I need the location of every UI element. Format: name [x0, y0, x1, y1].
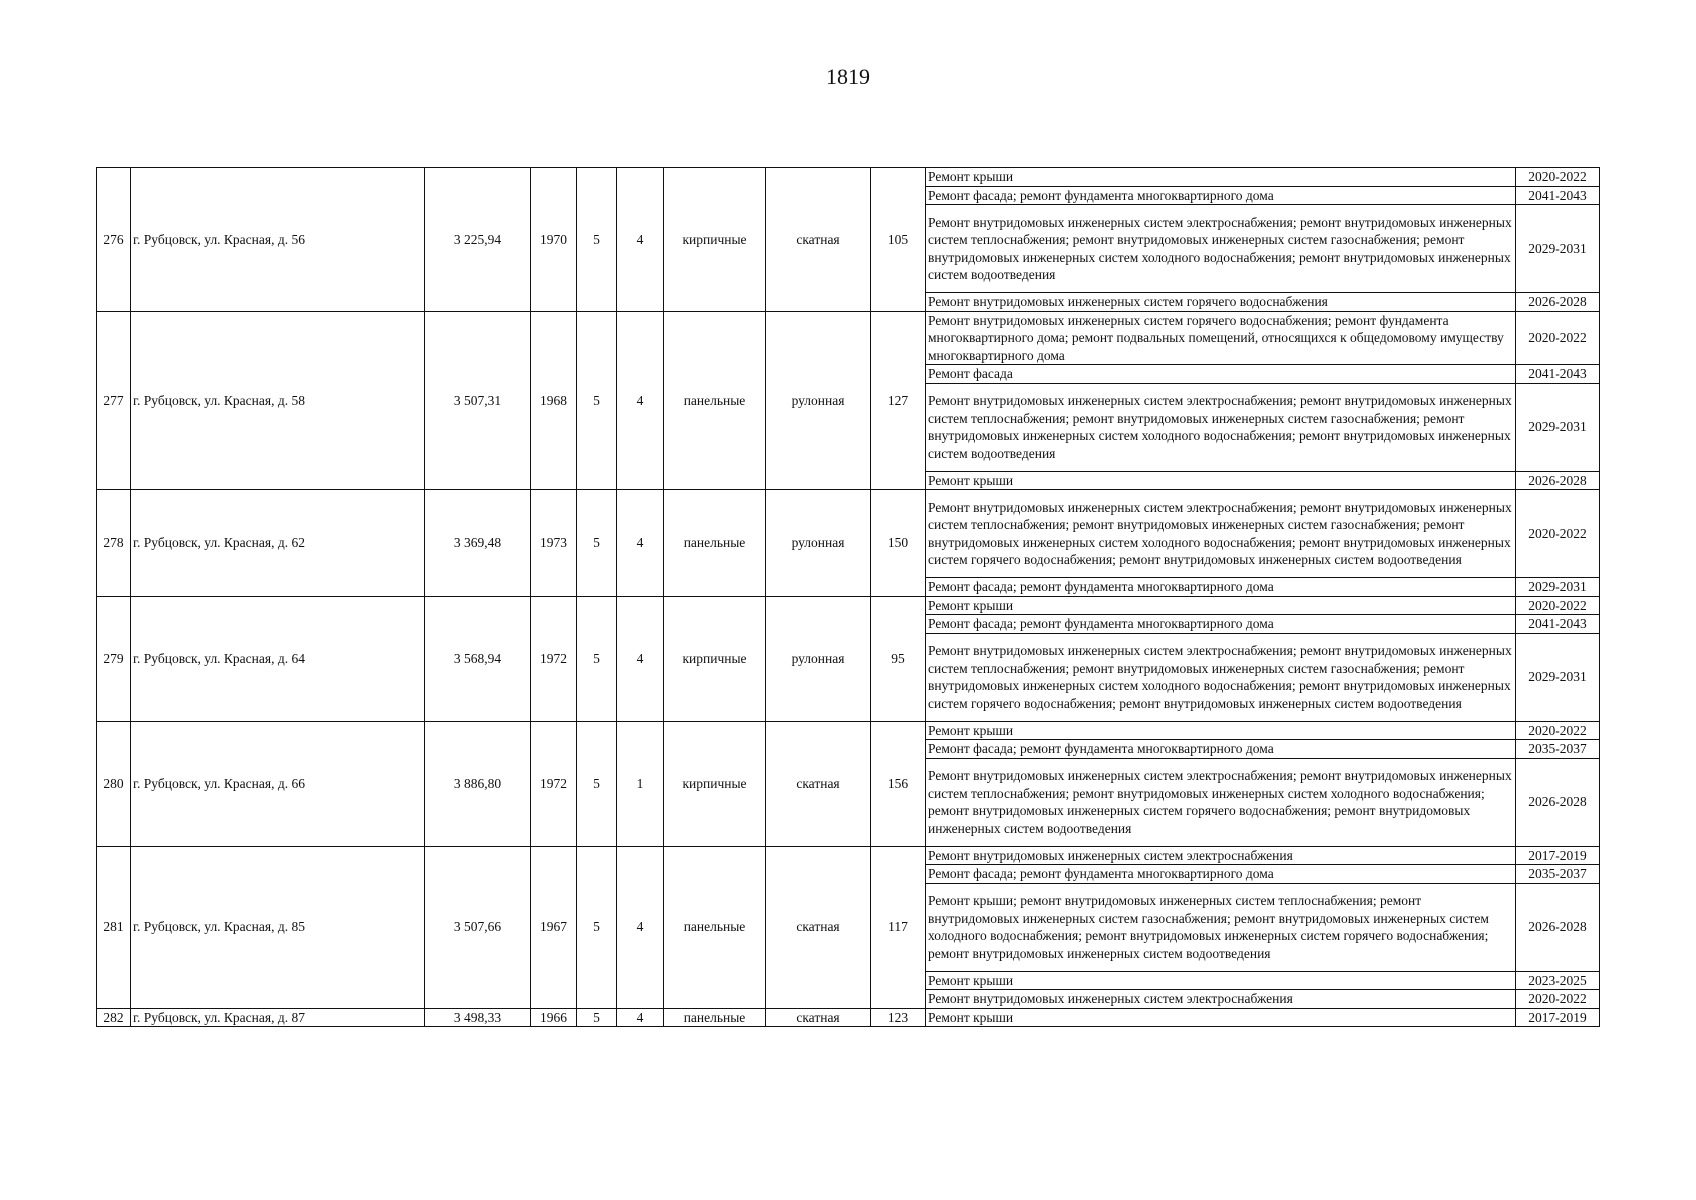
table-row [97, 596, 1600, 615]
floor-count-cell: 5 [577, 846, 617, 1008]
entrance-count-cell: 4 [617, 1008, 664, 1027]
work-description-cell: Ремонт крыши [926, 1008, 1516, 1027]
work-description-cell: Ремонт фасада; ремонт фундамента многоквартирного дома [926, 740, 1516, 759]
floor-count-cell: 5 [577, 596, 617, 721]
work-period-cell: 2020-2022 [1516, 490, 1600, 578]
work-description-cell: Ремонт фасада; ремонт фундамента многоквартирного дома [926, 186, 1516, 205]
work-period-cell: 2026-2028 [1516, 471, 1600, 490]
resident-count-cell: 127 [871, 311, 926, 490]
work-description-cell: Ремонт внутридомовых инженерных систем электроснабжения [926, 846, 1516, 865]
wall-material-cell: панельные [664, 311, 766, 490]
work-period-cell: 2029-2031 [1516, 205, 1600, 293]
work-period-cell: 2020-2022 [1516, 311, 1600, 365]
work-description-cell: Ремонт фасада [926, 365, 1516, 384]
work-period-cell: 2017-2019 [1516, 1008, 1600, 1027]
row-number-cell: 280 [97, 721, 131, 846]
work-period-cell: 2029-2031 [1516, 383, 1600, 471]
work-period-cell: 2020-2022 [1516, 168, 1600, 187]
work-period-cell: 2017-2019 [1516, 846, 1600, 865]
work-description-cell: Ремонт внутридомовых инженерных систем электроснабжения; ремонт внутридомовых инженерных систем теплоснабжения; ремонт внутридомовых инженерных систем холодного водоснабжения; ремонт внутридомовых инженерных систем горячего водоснабжения; ремонт внутридомовых инженерных систем водоотведения [926, 758, 1516, 846]
roof-type-cell: скатная [766, 1008, 871, 1027]
roof-type-cell: скатная [766, 846, 871, 1008]
total-area-cell: 3 886,80 [425, 721, 531, 846]
floor-count-cell: 5 [577, 1008, 617, 1027]
work-description-cell: Ремонт внутридомовых инженерных систем горячего водоснабжения; ремонт фундамента многоквартирного дома; ремонт подвальных помещений, относящихся к общедомовому имуществу многоквартирного дома [926, 311, 1516, 365]
build-year-cell: 1967 [531, 846, 577, 1008]
build-year-cell: 1972 [531, 596, 577, 721]
build-year-cell: 1973 [531, 490, 577, 597]
capital-repair-table [96, 167, 1600, 1027]
row-number-cell: 276 [97, 168, 131, 312]
table-row [97, 311, 1600, 365]
entrance-count-cell: 4 [617, 490, 664, 597]
address-cell: г. Рубцовск, ул. Красная, д. 85 [131, 846, 425, 1008]
work-period-cell: 2029-2031 [1516, 578, 1600, 597]
wall-material-cell: кирпичные [664, 596, 766, 721]
work-period-cell: 2026-2028 [1516, 758, 1600, 846]
table-row [97, 721, 1600, 740]
roof-type-cell: скатная [766, 168, 871, 312]
row-number-cell: 279 [97, 596, 131, 721]
entrance-count-cell: 1 [617, 721, 664, 846]
work-description-cell: Ремонт внутридомовых инженерных систем электроснабжения [926, 990, 1516, 1009]
address-cell: г. Рубцовск, ул. Красная, д. 87 [131, 1008, 425, 1027]
table-body [97, 168, 1600, 1027]
work-period-cell: 2035-2037 [1516, 865, 1600, 884]
total-area-cell: 3 498,33 [425, 1008, 531, 1027]
resident-count-cell: 95 [871, 596, 926, 721]
total-area-cell: 3 369,48 [425, 490, 531, 597]
work-period-cell: 2026-2028 [1516, 293, 1600, 312]
resident-count-cell: 150 [871, 490, 926, 597]
floor-count-cell: 5 [577, 490, 617, 597]
work-description-cell: Ремонт внутридомовых инженерных систем электроснабжения; ремонт внутридомовых инженерных систем теплоснабжения; ремонт внутридомовых инженерных систем газоснабжения; ремонт внутридомовых инженерных систем холодного водоснабжения; ремонт внутридомовых инженерных систем горячего водоснабжения; ремонт внутридомовых инженерных систем водоотведения [926, 490, 1516, 578]
total-area-cell: 3 507,31 [425, 311, 531, 490]
address-cell: г. Рубцовск, ул. Красная, д. 56 [131, 168, 425, 312]
work-description-cell: Ремонт крыши [926, 168, 1516, 187]
resident-count-cell: 156 [871, 721, 926, 846]
work-description-cell: Ремонт крыши [926, 596, 1516, 615]
work-period-cell: 2020-2022 [1516, 596, 1600, 615]
build-year-cell: 1972 [531, 721, 577, 846]
work-period-cell: 2029-2031 [1516, 633, 1600, 721]
roof-type-cell: рулонная [766, 490, 871, 597]
work-description-cell: Ремонт внутридомовых инженерных систем электроснабжения; ремонт внутридомовых инженерных систем теплоснабжения; ремонт внутридомовых инженерных систем газоснабжения; ремонт внутридомовых инженерных систем холодного водоснабжения; ремонт внутридомовых инженерных систем водоотведения [926, 205, 1516, 293]
work-period-cell: 2035-2037 [1516, 740, 1600, 759]
work-description-cell: Ремонт внутридомовых инженерных систем электроснабжения; ремонт внутридомовых инженерных систем теплоснабжения; ремонт внутридомовых инженерных систем газоснабжения; ремонт внутридомовых инженерных систем холодного водоснабжения; ремонт внутридомовых инженерных систем водоотведения [926, 383, 1516, 471]
work-period-cell: 2020-2022 [1516, 990, 1600, 1009]
row-number-cell: 278 [97, 490, 131, 597]
resident-count-cell: 105 [871, 168, 926, 312]
floor-count-cell: 5 [577, 311, 617, 490]
entrance-count-cell: 4 [617, 596, 664, 721]
work-description-cell: Ремонт фасада; ремонт фундамента многоквартирного дома [926, 865, 1516, 884]
entrance-count-cell: 4 [617, 311, 664, 490]
table-row [97, 1008, 1600, 1027]
work-period-cell: 2041-2043 [1516, 615, 1600, 634]
table-row [97, 168, 1600, 187]
table-row [97, 490, 1600, 578]
work-description-cell: Ремонт фасада; ремонт фундамента многоквартирного дома [926, 578, 1516, 597]
entrance-count-cell: 4 [617, 168, 664, 312]
work-description-cell: Ремонт крыши [926, 471, 1516, 490]
address-cell: г. Рубцовск, ул. Красная, д. 58 [131, 311, 425, 490]
work-description-cell: Ремонт крыши [926, 971, 1516, 990]
entrance-count-cell: 4 [617, 846, 664, 1008]
wall-material-cell: панельные [664, 490, 766, 597]
work-period-cell: 2041-2043 [1516, 186, 1600, 205]
row-number-cell: 277 [97, 311, 131, 490]
work-description-cell: Ремонт фасада; ремонт фундамента многоквартирного дома [926, 615, 1516, 634]
work-period-cell: 2023-2025 [1516, 971, 1600, 990]
row-number-cell: 281 [97, 846, 131, 1008]
roof-type-cell: скатная [766, 721, 871, 846]
roof-type-cell: рулонная [766, 596, 871, 721]
build-year-cell: 1968 [531, 311, 577, 490]
work-description-cell: Ремонт крыши; ремонт внутридомовых инженерных систем теплоснабжения; ремонт внутридомовых инженерных систем газоснабжения; ремонт внутридомовых инженерных систем холодного водоснабжения; ремонт внутридомовых инженерных систем горячего водоснабжения; ремонт внутридомовых инженерных систем водоотведения [926, 883, 1516, 971]
floor-count-cell: 5 [577, 168, 617, 312]
roof-type-cell: рулонная [766, 311, 871, 490]
resident-count-cell: 123 [871, 1008, 926, 1027]
wall-material-cell: панельные [664, 846, 766, 1008]
wall-material-cell: кирпичные [664, 721, 766, 846]
work-period-cell: 2026-2028 [1516, 883, 1600, 971]
total-area-cell: 3 568,94 [425, 596, 531, 721]
work-period-cell: 2020-2022 [1516, 721, 1600, 740]
table-row [97, 846, 1600, 865]
row-number-cell: 282 [97, 1008, 131, 1027]
build-year-cell: 1970 [531, 168, 577, 312]
page-number: 1819 [826, 64, 870, 89]
address-cell: г. Рубцовск, ул. Красная, д. 62 [131, 490, 425, 597]
build-year-cell: 1966 [531, 1008, 577, 1027]
total-area-cell: 3 225,94 [425, 168, 531, 312]
work-description-cell: Ремонт внутридомовых инженерных систем горячего водоснабжения [926, 293, 1516, 312]
floor-count-cell: 5 [577, 721, 617, 846]
work-period-cell: 2041-2043 [1516, 365, 1600, 384]
total-area-cell: 3 507,66 [425, 846, 531, 1008]
wall-material-cell: кирпичные [664, 168, 766, 312]
work-description-cell: Ремонт крыши [926, 721, 1516, 740]
wall-material-cell: панельные [664, 1008, 766, 1027]
work-description-cell: Ремонт внутридомовых инженерных систем электроснабжения; ремонт внутридомовых инженерных систем теплоснабжения; ремонт внутридомовых инженерных систем газоснабжения; ремонт внутридомовых инженерных систем холодного водоснабжения; ремонт внутридомовых инженерных систем горячего водоснабжения; ремонт внутридомовых инженерных систем водоотведения [926, 633, 1516, 721]
resident-count-cell: 117 [871, 846, 926, 1008]
address-cell: г. Рубцовск, ул. Красная, д. 64 [131, 596, 425, 721]
address-cell: г. Рубцовск, ул. Красная, д. 66 [131, 721, 425, 846]
